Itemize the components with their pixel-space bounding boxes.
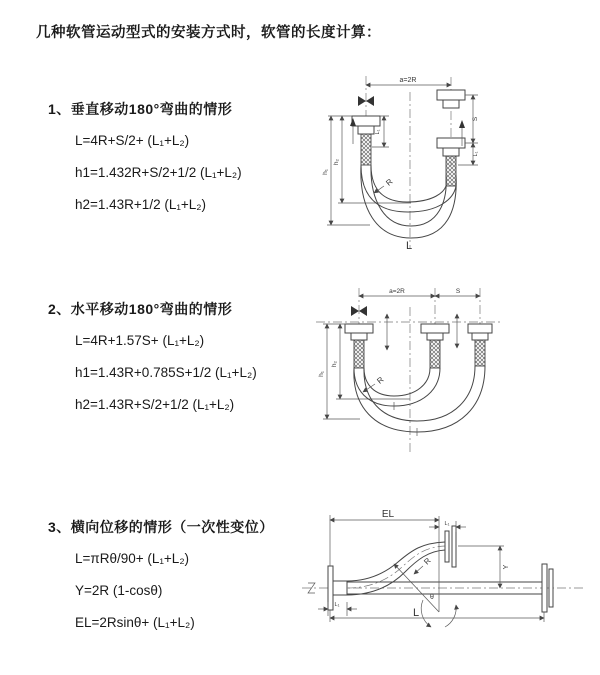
dimension-a2r: [359, 288, 435, 296]
dim-label-h2: h₂: [333, 158, 340, 166]
dim-label-s: S: [455, 288, 461, 295]
section-3-formula-L: L=πRθ/90+ (L₁+L₂): [75, 551, 190, 566]
dimension-l: [330, 607, 544, 622]
section-2-heading: 2、水平移动180°弯曲的情形: [48, 301, 233, 317]
section-1-formula-L: L=4R+S/2+ (L₁+L₂): [75, 133, 190, 148]
dim-label-a2r: a=2R: [389, 288, 405, 295]
left-pipe-end: [352, 116, 380, 165]
hose-braid: [361, 134, 371, 165]
section-3-formula-EL: EL=2Rsinθ+ (L₁+L₂): [75, 615, 195, 630]
dim-label-h1: h₁: [322, 169, 329, 175]
centerlines: [366, 76, 451, 248]
radius-callout: [363, 375, 386, 392]
dim-label-l1-right: L₁: [473, 151, 479, 157]
section-1-formula-h1: h1=1.432R+S/2+1/2 (L₁+L₂): [75, 165, 242, 180]
dim-label-l: L: [412, 607, 420, 619]
dim-label-h2: h₂: [331, 360, 338, 368]
radius-callout: [394, 556, 439, 612]
dim-label-r: R: [422, 556, 433, 567]
hose-braid: [430, 340, 440, 368]
centerlines: [316, 288, 500, 454]
section-2-formula-h2: h2=1.43R+S/2+1/2 (L₁+L₂): [75, 397, 235, 412]
hose-braid: [475, 340, 485, 366]
dim-label-a2r: a=2R: [399, 77, 417, 84]
dim-label-y: Y: [503, 564, 510, 570]
section-2-formula-h1: h1=1.43R+0.785S+1/2 (L₁+L₂): [75, 365, 257, 380]
dim-label-el: EL: [381, 509, 395, 520]
top-right-flange: [445, 526, 456, 567]
section-3-text: [48, 511, 274, 639]
dim-label-r: R: [375, 375, 386, 386]
dim-label-s: S: [472, 116, 479, 122]
section-1-heading: 1、垂直移动180°弯曲的情形: [48, 101, 233, 117]
diagram-lateral-displacement: [296, 506, 592, 648]
dim-label-theta: θ: [430, 594, 434, 601]
hose-braid: [354, 340, 364, 368]
diagram-horizontal-bend: [312, 282, 567, 464]
diagram-vertical-bend: [310, 70, 580, 260]
dimension-s: [435, 288, 480, 296]
hose-bends: [354, 366, 485, 436]
dimension-l1-top: [429, 521, 466, 532]
right-pipe-end: [468, 324, 492, 366]
right-bottom-flange: [542, 564, 553, 612]
radius-callout: [374, 177, 395, 193]
middle-pipe-end: [421, 324, 449, 368]
section-2-formula-L: L=4R+1.57S+ (L₁+L₂): [75, 333, 205, 348]
hose-s-curve: [347, 542, 445, 595]
dim-label-r: R: [384, 177, 395, 188]
dim-label-l1-top: L₁: [444, 521, 450, 527]
right-pipe-end: [437, 90, 465, 186]
dim-label-l1-left: L₁: [334, 602, 340, 608]
hose-bends: [361, 165, 456, 238]
hose-braid: [446, 156, 456, 186]
dimension-a2r: [366, 77, 451, 85]
left-pipe-end: [345, 324, 373, 368]
dim-label-l: L: [405, 240, 413, 252]
section-3-heading: 3、横向位移的情形（一次性变位）: [48, 519, 274, 535]
dimension-s: [458, 95, 479, 165]
dimension-h2: [331, 324, 410, 399]
section-2-text: [48, 293, 257, 421]
dimension-l1-left: [318, 602, 357, 616]
dim-label-h1: h₁: [318, 371, 325, 377]
section-1-text: [48, 93, 242, 221]
section-1-formula-h2: h2=1.43R+1/2 (L₁+L₂): [75, 197, 207, 212]
dim-label-l1-left: L₁: [375, 129, 381, 135]
section-3-formula-Y: Y=2R (1-cosθ): [75, 583, 163, 598]
page-title: 几种软管运动型式的安装方式时，软管的长度计算：: [36, 25, 381, 41]
